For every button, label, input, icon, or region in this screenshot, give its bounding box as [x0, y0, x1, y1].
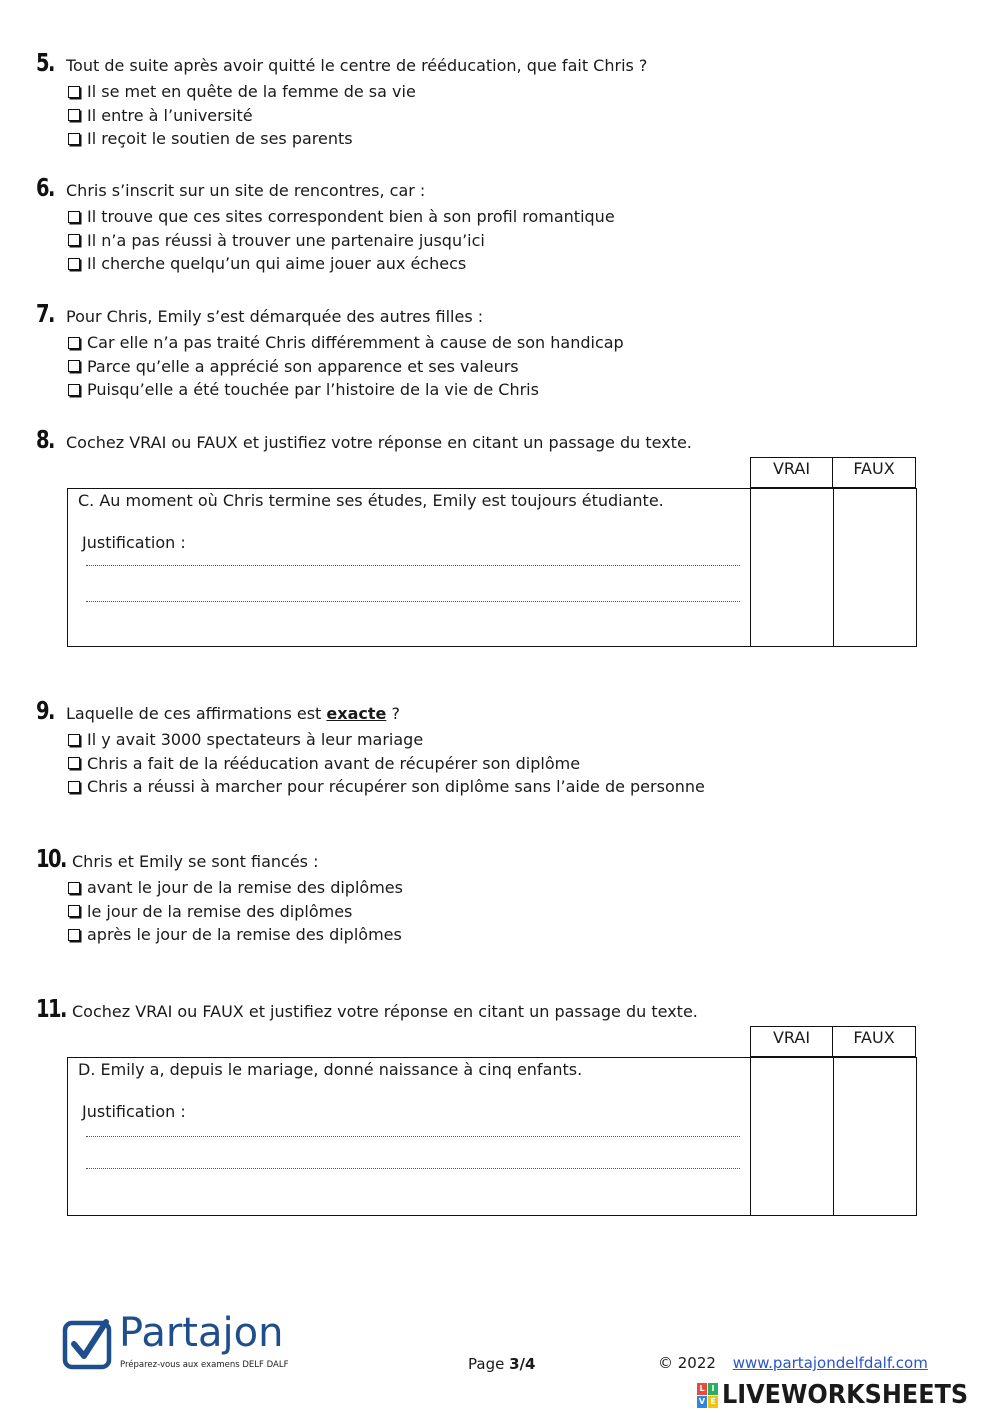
- option-label: Il n’a pas réussi à trouver une partenaire jusqu’ici: [87, 230, 485, 250]
- question-number: 5.: [36, 48, 54, 77]
- option-label: après le jour de la remise des diplômes: [87, 925, 402, 944]
- copyright-line: [658, 1354, 928, 1372]
- option-item[interactable]: [68, 205, 936, 229]
- vrai-faux-header: [750, 1026, 916, 1057]
- question-5: [36, 48, 936, 151]
- page-number: 3/4: [509, 1355, 536, 1373]
- vrai-header: VRAI: [750, 1026, 833, 1057]
- question-9: [36, 696, 936, 799]
- vrai-header: VRAI: [750, 457, 833, 488]
- question-10: [36, 844, 936, 947]
- page-label: Page: [468, 1355, 505, 1373]
- statement-cell: [67, 1057, 751, 1216]
- checkbox-icon[interactable]: [68, 337, 80, 349]
- checkbox-icon[interactable]: [68, 258, 80, 270]
- logo-name: Partajon: [119, 1310, 284, 1356]
- option-label: avant le jour de la remise des diplômes: [87, 878, 403, 897]
- question-11: [36, 994, 936, 1026]
- logo-tagline: Préparez-vous aux examens DELF DALF: [120, 1360, 289, 1370]
- justification-label: Justification :: [82, 1102, 186, 1121]
- vrai-cell[interactable]: [750, 1057, 834, 1216]
- option-label: Il entre à l’université: [87, 105, 253, 125]
- statement-text: D. Emily a, depuis le mariage, donné naissance à cinq enfants.: [78, 1060, 583, 1079]
- question-number: 9.: [36, 696, 54, 725]
- watermark-text: LIVEWORKSHEETS: [722, 1380, 969, 1410]
- option-item[interactable]: [68, 752, 936, 776]
- question-text: [66, 704, 400, 724]
- checkbox-icon[interactable]: [68, 781, 80, 793]
- option-label: Il y avait 3000 spectateurs à leur mariage: [87, 730, 424, 749]
- option-label: Puisqu’elle a été touchée par l’histoire de la vie de Chris: [87, 380, 539, 399]
- copyright-text: © 2022: [658, 1354, 716, 1372]
- statement-cell: [67, 488, 751, 647]
- question-text-part: Laquelle de ces affirmations est: [66, 704, 322, 723]
- question-text: Cochez VRAI ou FAUX et justifiez votre réponse en citant un passage du texte.: [72, 1002, 698, 1021]
- vrai-faux-table: [67, 488, 917, 647]
- option-item[interactable]: [68, 876, 936, 900]
- vrai-faux-table: [67, 1057, 917, 1216]
- option-label: Il cherche quelqu’un qui aime jouer aux échecs: [87, 254, 467, 273]
- question-6: [36, 173, 936, 276]
- vrai-cell[interactable]: [750, 488, 834, 647]
- checkbox-icon[interactable]: [68, 360, 80, 372]
- question-number: 7.: [36, 299, 54, 328]
- question-7: [36, 299, 936, 402]
- question-text-part: ?: [391, 704, 400, 723]
- option-item[interactable]: [68, 923, 936, 947]
- option-item[interactable]: [68, 229, 936, 253]
- checkbox-icon[interactable]: [68, 734, 80, 746]
- checkbox-icon[interactable]: [68, 929, 80, 941]
- option-label: Parce qu’elle a apprécié son apparence et ses valeurs: [87, 356, 519, 376]
- answer-line[interactable]: [86, 601, 740, 602]
- website-link[interactable]: www.partajondelfdalf.com: [732, 1354, 928, 1372]
- faux-header: FAUX: [832, 1026, 916, 1057]
- answer-line[interactable]: [86, 565, 740, 566]
- liveworksheets-watermark: [697, 1380, 990, 1410]
- checkbox-icon[interactable]: [68, 757, 80, 769]
- question-number: 6.: [36, 173, 54, 202]
- question-text: Chris s’inscrit sur un site de rencontres, car :: [66, 181, 426, 200]
- checkbox-icon[interactable]: [68, 905, 80, 917]
- partajon-logo: [62, 1310, 322, 1378]
- question-text: Tout de suite après avoir quitté le centre de rééducation, que fait Chris ?: [66, 56, 648, 75]
- checkbox-icon[interactable]: [68, 384, 80, 396]
- option-item[interactable]: [68, 80, 936, 104]
- answer-line[interactable]: [86, 1168, 740, 1169]
- question-8: [36, 425, 936, 457]
- question-number: 11.: [36, 994, 66, 1023]
- option-label: Il se met en quête de la femme de sa vie: [87, 82, 416, 101]
- emphasized-word: exacte: [326, 704, 387, 723]
- statement-text: C. Au moment où Chris termine ses études, Emily est toujours étudiante.: [78, 491, 664, 510]
- option-item[interactable]: [68, 127, 936, 151]
- checkbox-icon[interactable]: [68, 882, 80, 894]
- option-label: Il reçoit le soutien de ses parents: [87, 129, 353, 148]
- option-item[interactable]: [68, 331, 936, 355]
- faux-cell[interactable]: [833, 488, 917, 647]
- option-item[interactable]: [68, 728, 936, 752]
- checkmark-logo-icon: [62, 1318, 114, 1372]
- option-label: Il trouve que ces sites correspondent bien à son profil romantique: [87, 207, 615, 226]
- liveworksheets-logo-icon: L I V E: [697, 1383, 718, 1408]
- checkbox-icon[interactable]: [68, 109, 80, 121]
- option-label: Chris a réussi à marcher pour récupérer son diplôme sans l’aide de personne: [87, 777, 705, 796]
- checkbox-icon[interactable]: [68, 234, 80, 246]
- option-label: le jour de la remise des diplômes: [87, 901, 353, 921]
- question-number: 10.: [36, 844, 66, 873]
- checkbox-icon[interactable]: [68, 86, 80, 98]
- question-text: Chris et Emily se sont fiancés :: [72, 852, 319, 871]
- option-item[interactable]: [68, 775, 936, 799]
- vrai-faux-header: [750, 457, 916, 488]
- option-item[interactable]: [68, 378, 936, 402]
- option-item[interactable]: [68, 252, 936, 276]
- option-item[interactable]: [68, 104, 936, 128]
- option-label: Car elle n’a pas traité Chris différemment à cause de son handicap: [87, 333, 624, 352]
- checkbox-icon[interactable]: [68, 211, 80, 223]
- justification-label: Justification :: [82, 533, 186, 552]
- option-item[interactable]: [68, 355, 936, 379]
- question-number: 8.: [36, 425, 54, 454]
- option-label: Chris a fait de la rééducation avant de récupérer son diplôme: [87, 753, 581, 773]
- faux-cell[interactable]: [833, 1057, 917, 1216]
- answer-line[interactable]: [86, 1136, 740, 1137]
- faux-header: FAUX: [832, 457, 916, 488]
- page-indicator: [468, 1355, 535, 1373]
- option-item[interactable]: [68, 900, 936, 924]
- question-text: Pour Chris, Emily s’est démarquée des autres filles :: [66, 307, 484, 326]
- checkbox-icon[interactable]: [68, 133, 80, 145]
- question-text: Cochez VRAI ou FAUX et justifiez votre réponse en citant un passage du texte.: [66, 433, 692, 452]
